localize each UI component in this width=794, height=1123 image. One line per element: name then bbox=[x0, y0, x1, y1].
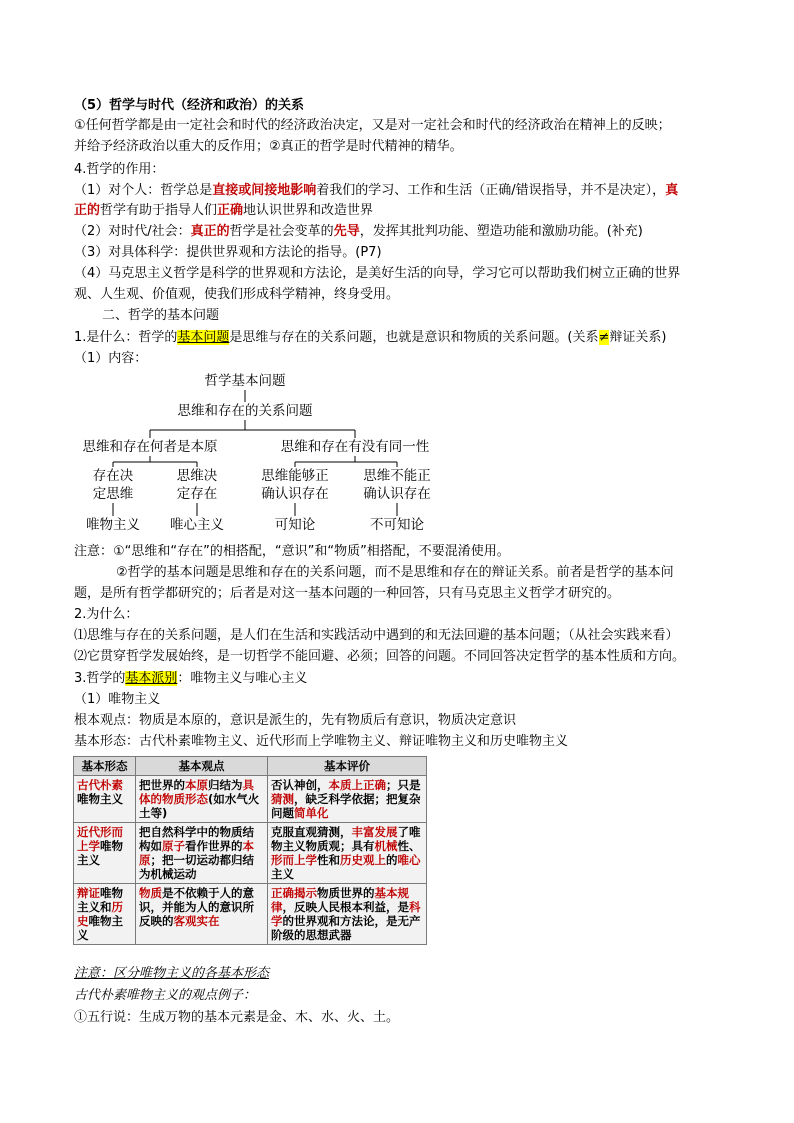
table-header-cell: 基本评价 bbox=[268, 757, 427, 776]
paragraph-line: ⑴思维与存在的关系问题，是人们在生活和实践活动中遇到的和无法回避的基本问题；（从社会实践来看） bbox=[74, 628, 679, 643]
table-header-cell: 基本形态 bbox=[74, 757, 136, 776]
table-cell bbox=[268, 884, 427, 945]
highlight-text: ≠ bbox=[598, 330, 610, 345]
materialism-forms-table bbox=[73, 756, 427, 945]
paragraph-line: （4）马克思主义哲学是科学的世界观和方法论，是美好生活的向导，学习它可以帮助我们树立正确的世界 bbox=[74, 266, 681, 281]
emphasis-text: 正确 bbox=[217, 203, 244, 218]
note-line: 题，是所有哲学都研究的；后者是对这一基本问题的一种回答，只有马克思主义哲学才研究的。 bbox=[74, 586, 621, 601]
emphasis-text: 机械 bbox=[374, 839, 398, 853]
paragraph-line: （3）对具体科学：提供世界观和方法论的指导。(P7) bbox=[74, 245, 382, 260]
text-run: 了唯物主义物质观；具有 bbox=[271, 825, 421, 853]
paragraph-line: ①任何哲学都是由一定社会和时代的经济政治决定，又是对一定社会和时代的经济政治在精神上的反映； bbox=[74, 118, 671, 133]
text-run: 否认神创， bbox=[271, 778, 329, 792]
tree-node-term: 不可知论 bbox=[370, 517, 424, 533]
tree-node-line: 定存在 bbox=[176, 486, 218, 502]
text-run: 唯物主义和 bbox=[77, 886, 123, 914]
text-run: 的 bbox=[386, 853, 398, 867]
note-line: 注意：①“思维和“存在”的相搭配，“意识”和“物质”相搭配，不要混淆使用。 bbox=[74, 544, 510, 559]
emphasis-text: 本原 bbox=[139, 839, 254, 867]
highlight-text: 基本问题 bbox=[177, 330, 230, 345]
tree-node-left: 思维和存在何者是本原 bbox=[82, 439, 218, 455]
tree-node-term: 唯物主义 bbox=[86, 517, 140, 533]
emphasis-text: 直接或间接地影响 bbox=[212, 183, 317, 198]
table-header-row bbox=[74, 757, 427, 776]
emphasis-text: 形而上学 bbox=[271, 853, 317, 867]
heading-why: 2.为什么： bbox=[74, 607, 139, 622]
emphasis-text: 正的 bbox=[74, 203, 101, 218]
text-run: 的世界观和方法论，是无产阶级的思想武器 bbox=[271, 914, 421, 942]
table-cell bbox=[74, 823, 136, 884]
paragraph-line bbox=[74, 222, 734, 242]
text-run: 唯物主义 bbox=[77, 914, 123, 942]
text-run: 是不依赖于人的意识，并能为人的意识所反映的 bbox=[139, 886, 254, 928]
text-run: （1）对个人：哲学总是 bbox=[74, 183, 213, 198]
tree-node-leaf bbox=[157, 467, 237, 503]
text-run: 物质世界的 bbox=[317, 886, 375, 900]
emphasis-text: 唯心 bbox=[397, 853, 421, 867]
tree-node-leaf bbox=[73, 467, 153, 503]
tree-node-line: 存在决 bbox=[92, 468, 134, 484]
text-run: ，反映人民根本利益，是 bbox=[282, 900, 409, 914]
emphasis-text: 客观实在 bbox=[173, 914, 220, 928]
emphasis-text: 古代朴素 bbox=[77, 778, 123, 792]
text-run: ，缺乏科学依据；把复杂问题 bbox=[271, 792, 421, 820]
emphasis-text: 简单化 bbox=[294, 806, 329, 820]
text-run: 唯物主义 bbox=[77, 792, 123, 806]
paragraph-line: 根本观点：物质是本原的，意识是派生的，先有物质后有意识，物质决定意识 bbox=[74, 713, 517, 728]
text-run: 唯物主义 bbox=[77, 839, 123, 867]
text-run: ，发挥其批判功能、塑造功能和激励功能。(补充) bbox=[359, 224, 643, 239]
tree-node-right: 思维和存在有没有同一性 bbox=[280, 439, 430, 455]
emphasis-text: 猜测 bbox=[271, 792, 294, 806]
tree-node-line: 思维决 bbox=[176, 468, 218, 484]
text-run: （2）对时代/社会： bbox=[74, 224, 191, 239]
text-run: 性、 bbox=[397, 839, 421, 853]
tree-node-term: 唯心主义 bbox=[170, 517, 224, 533]
text-run: 归结为 bbox=[208, 778, 243, 792]
emphasis-text: 先导 bbox=[333, 224, 360, 239]
paragraph-line: ⑵它贯穿哲学发展始终，是一切哲学不能回避、必须；回答的问题。不同回答决定哲学的基本性质和方向。 bbox=[74, 649, 686, 664]
tree-node-line: 确认识存在 bbox=[261, 486, 329, 502]
paragraph-line bbox=[74, 328, 734, 348]
text-run: 主义 bbox=[271, 867, 294, 881]
paragraph-line: 基本形态：古代朴素唯物主义、近代形而上学唯物主义、辩证唯物主义和历史唯物主义 bbox=[74, 734, 569, 749]
text-run: 把自然科学中的物质结构如 bbox=[139, 825, 254, 853]
emphasis-text: 辩证 bbox=[77, 886, 100, 900]
tree-node-line: 确认识存在 bbox=[363, 486, 431, 502]
text-run: ；把一切运动都归结为机械运动 bbox=[139, 853, 254, 881]
emphasis-text: 真 bbox=[665, 183, 679, 198]
text-run: 辩证关系) bbox=[609, 330, 667, 345]
paragraph-line: 并给予经济政治以重大的反作用；②真正的哲学是时代精神的精华。 bbox=[74, 139, 463, 154]
table-row bbox=[74, 776, 427, 823]
heading-role-of-philosophy: 4.哲学的作用： bbox=[74, 162, 165, 177]
tree-node-term: 可知论 bbox=[274, 517, 316, 533]
emphasis-text: 本质上正确 bbox=[328, 778, 386, 792]
table-cell bbox=[136, 776, 268, 823]
table-cell bbox=[268, 823, 427, 884]
tree-node-mid: 思维和存在的关系问题 bbox=[177, 403, 313, 419]
text-run: ；只是 bbox=[386, 778, 421, 792]
tree-node-line: 定思维 bbox=[92, 486, 134, 502]
table-cell bbox=[136, 823, 268, 884]
note-heading: 注意：区分唯物主义的各基本形态 bbox=[74, 966, 270, 981]
tree-node-line: 思维能够正 bbox=[261, 468, 329, 484]
emphasis-text: 基本规律 bbox=[271, 886, 409, 914]
section-heading-basic-question: 二、哲学的基本问题 bbox=[102, 308, 220, 323]
emphasis-text: 具体的物质形态 bbox=[139, 778, 254, 806]
text-run: (如水气火土等) bbox=[139, 792, 260, 820]
text-run: 着我们的学习、工作和生活（正确/错误指导，并不是决定）， bbox=[316, 183, 666, 198]
emphasis-text: 历史 bbox=[77, 900, 123, 928]
text-run: 哲学是社会变革的 bbox=[229, 224, 334, 239]
text-run: 克服直观猜测， bbox=[271, 825, 352, 839]
highlight-text: 基本派别 bbox=[125, 671, 178, 686]
table-row bbox=[74, 823, 427, 884]
table-cell bbox=[74, 884, 136, 945]
emphasis-text: 科学 bbox=[271, 900, 421, 928]
table-cell bbox=[74, 776, 136, 823]
paragraph-line: ①五行说：生成万物的基本元素是金、木、水、火、土。 bbox=[74, 1010, 400, 1025]
tree-node-line: 思维不能正 bbox=[363, 468, 431, 484]
table-header-cell: 基本观点 bbox=[136, 757, 268, 776]
paragraph-line bbox=[74, 181, 734, 201]
paragraph-line: （1）内容： bbox=[74, 351, 148, 366]
table-row bbox=[74, 884, 427, 945]
table-cell bbox=[268, 776, 427, 823]
paragraph-line: （1）唯物主义 bbox=[74, 692, 161, 707]
emphasis-text: 丰富发展 bbox=[351, 825, 398, 839]
tree-node-leaf bbox=[245, 467, 345, 503]
tree-node-root: 哲学基本问题 bbox=[204, 373, 286, 389]
text-run: 3.哲学的 bbox=[74, 671, 126, 686]
text-run: 地认识世界和改造世界 bbox=[243, 203, 374, 218]
paragraph-line: 观、人生观、价值观，使我们形成科学精神，终身受用。 bbox=[74, 287, 400, 302]
text-run: 1.是什么：哲学的 bbox=[74, 330, 178, 345]
emphasis-text: 物质 bbox=[139, 886, 162, 900]
emphasis-text: 真正的 bbox=[190, 224, 230, 239]
text-run: 哲学有助于指导人们 bbox=[100, 203, 218, 218]
emphasis-text: 近代形而上学 bbox=[77, 825, 123, 853]
paragraph-line bbox=[74, 201, 734, 221]
text-run: 把世界的 bbox=[139, 778, 185, 792]
text-run: 是思维与存在的关系问题，也就是意识和物质的关系问题。(关系 bbox=[229, 330, 599, 345]
text-run: 看作世界的 bbox=[185, 839, 243, 853]
note-line: ②哲学的基本问题是思维和存在的关系问题，而不是思维和存在的辩证关系。前者是哲学的基本问 bbox=[116, 565, 674, 580]
emphasis-text: 历史观上 bbox=[340, 853, 386, 867]
paragraph-line bbox=[74, 669, 734, 689]
text-run: 性和 bbox=[317, 853, 340, 867]
example-heading: 古代朴素唯物主义的观点例子： bbox=[74, 988, 257, 1003]
text-run: ：唯物主义与唯心主义 bbox=[177, 671, 308, 686]
tree-node-leaf bbox=[347, 467, 447, 503]
table-cell bbox=[136, 884, 268, 945]
emphasis-text: 本原 bbox=[185, 778, 208, 792]
emphasis-text: 正确揭示 bbox=[271, 886, 317, 900]
section-title-philosophy-and-era: （5）哲学与时代（经济和政治）的关系 bbox=[74, 98, 305, 113]
emphasis-text: 原子 bbox=[162, 839, 185, 853]
